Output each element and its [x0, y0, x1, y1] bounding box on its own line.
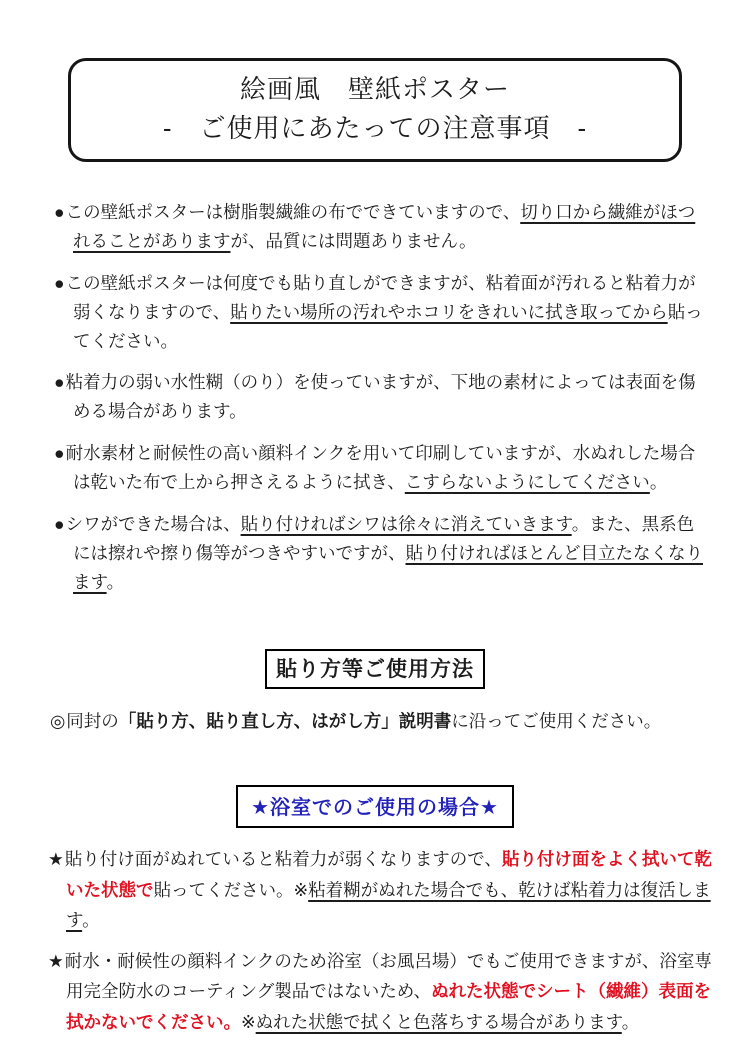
- note-item: [48, 844, 712, 935]
- text-segment: 。: [621, 1011, 640, 1032]
- general-notes-list: [54, 198, 708, 597]
- text-segment: 貼りたい場所の汚れやホコリをきれいに拭き取ってから: [230, 301, 668, 322]
- bullet-marker: ◎: [50, 710, 66, 731]
- note-item: [54, 439, 708, 497]
- bullet-marker: ★: [48, 951, 64, 972]
- text-segment: 。また、黒系色には擦れや擦り傷等がつきやすいですが、: [73, 513, 695, 563]
- text-segment: に沿ってご使用ください。: [451, 710, 662, 731]
- text-segment: 。: [649, 472, 668, 492]
- bullet-marker: ●: [54, 443, 65, 464]
- bullet-marker: ●: [54, 513, 65, 534]
- text-segment: が、品質には問題ありません。: [230, 230, 477, 251]
- text-segment: 貼ってください。※: [153, 879, 309, 900]
- document-title-line2: - ご使用にあたっての注意事項 -: [162, 113, 588, 143]
- note-item: [50, 707, 708, 736]
- bathroom-notes-list: [48, 844, 712, 1037]
- text-segment: 粘着糊がぬれた場合でも、乾けば粘着力は復活します: [66, 879, 711, 930]
- text-segment: 。: [106, 571, 125, 592]
- text-segment: 耐水・耐候性の顔料インクのため浴室（お風呂場）でもご使用できますが、浴室専用完全防水のコーティング製品ではないため、: [64, 951, 712, 1002]
- text-segment: ぬれた状態でシート（繊維）表面を拭かないでください。: [66, 981, 712, 1032]
- text-segment: 貼り付け面がぬれていると粘着力が弱くなりますので、: [64, 849, 502, 870]
- title-box: [68, 58, 682, 162]
- usage-heading-wrap: [0, 649, 750, 689]
- bullet-marker: ★: [48, 849, 64, 870]
- text-segment: 貼り付け面をよく拭いて乾いた状態で: [66, 849, 712, 900]
- bullet-marker: ●: [54, 272, 65, 293]
- note-item: [48, 946, 712, 1037]
- text-segment: 粘着力の弱い水性糊（のり）を使っていますが、下地の素材によっては表面を傷める場合があります。: [65, 372, 696, 422]
- note-item: [54, 368, 708, 426]
- text-segment: こすらないようにしてください: [404, 472, 650, 492]
- document-page: [0, 58, 750, 1058]
- text-segment: 切り口から繊維がほつれることがあります: [73, 202, 696, 251]
- bullet-marker: ●: [54, 202, 65, 222]
- text-segment: 貼り付ければほとんど目立たなくなります: [73, 542, 703, 592]
- bullet-marker: ●: [54, 372, 65, 393]
- text-segment: ぬれた状態で拭くと色落ちする場合があります: [255, 1011, 622, 1032]
- text-segment: ※: [241, 1011, 256, 1032]
- text-segment: この壁紙ポスターは何度でも貼り直しができますが、粘着面が汚れると粘着力が弱くなりますので、: [65, 272, 696, 322]
- note-item: [54, 269, 708, 356]
- text-segment: 同封の: [66, 710, 119, 731]
- text-segment: 「貼り方、貼り直し方、はがし方」説明書: [118, 710, 452, 731]
- text-segment: 貼り付ければシワは徐々に消えていきます: [240, 513, 572, 534]
- text-segment: 耐水素材と耐候性の高い顔料インクを用いて印刷していますが、水ぬれした場合は乾いた布で上から押さえるように拭き、: [65, 443, 696, 492]
- bathroom-heading-wrap: [0, 785, 750, 828]
- text-segment: シワができた場合は、: [65, 513, 241, 534]
- bathroom-usage-heading: ★浴室でのご使用の場合★: [236, 785, 514, 828]
- text-segment: 貼ってください。: [73, 301, 703, 351]
- note-item: [54, 510, 708, 597]
- text-segment: この壁紙ポスターは樹脂製繊維の布でできていますので、: [65, 202, 521, 222]
- text-segment: 。: [82, 909, 100, 930]
- note-item: [54, 198, 708, 256]
- document-title-line1: 絵画風 壁紙ポスター: [239, 74, 510, 104]
- usage-note: [50, 707, 708, 736]
- usage-method-heading: 貼り方等ご使用方法: [265, 649, 485, 689]
